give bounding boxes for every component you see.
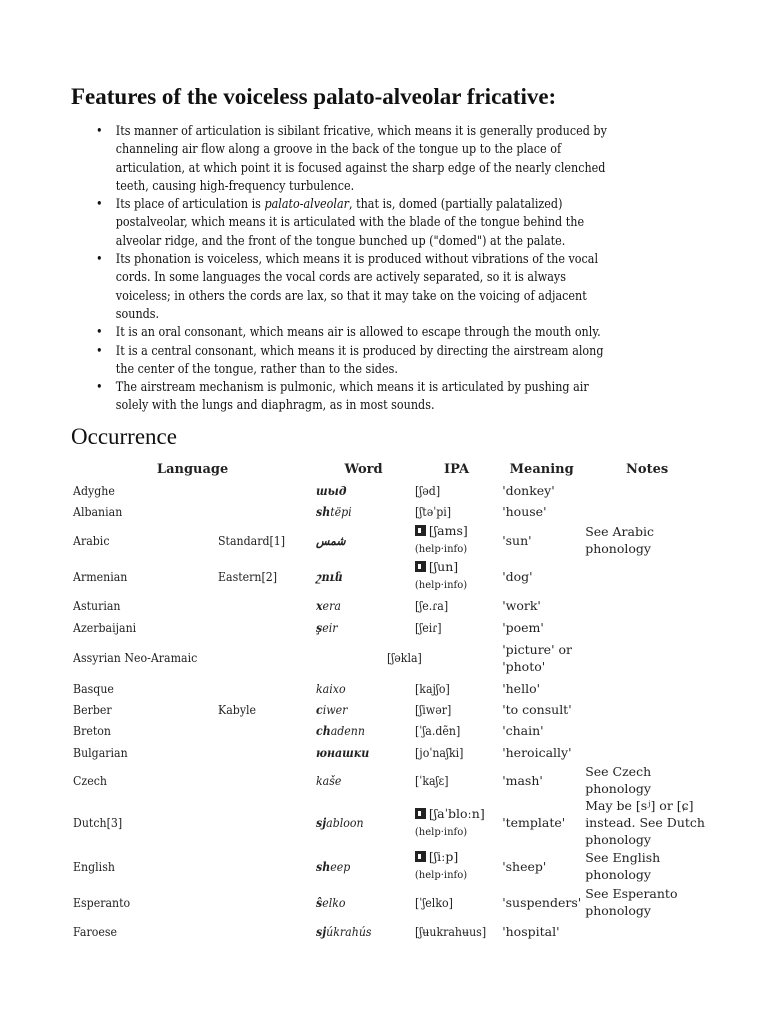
- features-heading: Features of the voiceless palato-alveolar fricative:: [71, 84, 557, 109]
- variety-cell: Eastern[2]: [218, 568, 278, 584]
- table-row: [71, 501, 711, 522]
- word-cell: kaixo: [316, 680, 346, 696]
- ipa-cell: [ʃʉukrahʉus]: [414, 923, 487, 939]
- meaning-cell: 'hospital': [502, 923, 560, 939]
- table-row: [71, 638, 711, 677]
- variety-cell: [216, 480, 314, 501]
- table-row: [71, 920, 711, 942]
- notes-cell: See Arabic phonology: [585, 524, 654, 556]
- list-item: • The airstream mechanism is pulmonic, which means it is articulated by pushing air solely with the lungs and diaphragm, as in most sounds.: [96, 380, 589, 414]
- audio-icon[interactable]: [415, 561, 426, 572]
- meaning-cell: 'chain': [502, 723, 544, 738]
- word-cell: sjabloon: [316, 815, 364, 830]
- table-row: [71, 677, 711, 699]
- audio-icon[interactable]: [415, 525, 426, 536]
- variety-cell: Kabyle: [218, 702, 257, 717]
- table-row: [71, 884, 711, 920]
- table-row: [71, 558, 711, 594]
- audio-icon[interactable]: [415, 808, 426, 819]
- variety-cell: [216, 638, 314, 677]
- table-row: [71, 522, 711, 558]
- notes-cell: [583, 677, 711, 699]
- language-cell: Basque: [73, 680, 114, 696]
- variety-cell: [216, 797, 314, 848]
- meaning-header: Meaning: [509, 461, 574, 477]
- language-cell: Faroese: [73, 923, 117, 939]
- notes-cell: [583, 594, 711, 616]
- language-cell: Dutch[3]: [73, 815, 123, 830]
- ipa-cell: [413, 848, 500, 884]
- notes-cell: [583, 558, 711, 594]
- variety-cell: [216, 763, 314, 797]
- ipa-cell: [ˈkaʃɛ]: [414, 772, 449, 788]
- table-row: [71, 616, 711, 638]
- notes-cell: See Czech phonology: [585, 764, 652, 796]
- variety-cell: [216, 920, 314, 942]
- table-row: [71, 699, 711, 720]
- meaning-cell: 'donkey': [502, 483, 555, 498]
- audio-link[interactable]: [ʃams]: [428, 523, 468, 538]
- table-row: [71, 797, 711, 848]
- table-row: [71, 480, 711, 501]
- meaning-cell: 'template': [502, 815, 566, 830]
- table-row: [71, 848, 711, 884]
- ipa-cell: [ʃiwər]: [414, 702, 452, 717]
- meaning-cell: 'suspenders': [502, 894, 582, 910]
- ipa-header: IPA: [444, 461, 470, 477]
- word-cell: xera: [316, 597, 342, 613]
- notes-header: Notes: [626, 461, 669, 477]
- language-cell: Arabic: [73, 532, 110, 548]
- occurrence-heading: Occurrence: [71, 424, 177, 449]
- language-cell: Adyghe: [73, 483, 115, 498]
- variety-cell: [216, 720, 314, 741]
- help-info-link[interactable]: (help·info): [414, 544, 468, 555]
- language-cell: Czech: [73, 772, 107, 788]
- word-cell: kaše: [316, 772, 342, 788]
- language-cell: Berber: [73, 702, 112, 717]
- word-cell: юнашки: [316, 744, 370, 760]
- notes-cell: [583, 638, 711, 677]
- meaning-cell: 'poem': [502, 619, 544, 635]
- table-row: [71, 594, 711, 616]
- help-info-link[interactable]: (help·info): [414, 826, 468, 838]
- ipa-cell: [413, 797, 500, 848]
- help-info-link[interactable]: (help·info): [414, 580, 468, 591]
- ipa-cell: [ˈʃa.dẽn]: [414, 723, 461, 738]
- language-cell: Assyrian Neo-Aramaic: [73, 650, 198, 665]
- meaning-cell: 'hello': [502, 680, 541, 696]
- variety-cell: [216, 848, 314, 884]
- meaning-cell: 'heroically': [502, 744, 572, 760]
- audio-link[interactable]: [ʃun]: [428, 559, 459, 574]
- language-cell: Asturian: [73, 597, 121, 613]
- language-header: Language: [156, 461, 229, 477]
- notes-cell: May be [sʲ] or [ɕ] instead. See Dutch phonology: [585, 798, 705, 847]
- variety-cell: [216, 616, 314, 638]
- word-cell: shtëpi: [316, 504, 352, 519]
- meaning-cell: 'to consult': [502, 702, 572, 717]
- word-cell: шыд: [316, 483, 347, 498]
- ipa-cell: [413, 558, 500, 594]
- list-item: • It is a central consonant, which means it is produced by directing the airstream along the center of the tongue, rather than to the sides.: [96, 343, 604, 377]
- word-cell: sjúkrahús: [316, 923, 372, 939]
- features-list: [96, 123, 612, 416]
- notes-cell: [583, 501, 711, 522]
- variety-cell: [216, 884, 314, 920]
- variety-cell: [216, 677, 314, 699]
- audio-icon[interactable]: [415, 851, 426, 862]
- meaning-cell: 'sheep': [502, 858, 547, 874]
- notes-cell: [583, 920, 711, 942]
- notes-cell: See Esperanto phonology: [585, 886, 678, 918]
- help-info-link[interactable]: (help·info): [414, 870, 468, 881]
- audio-link[interactable]: [ʃaˈbloːn]: [428, 805, 485, 821]
- list-item: • Its manner of articulation is sibilant fricative, which means it is generally produced by channeling air flow along a groove in the back of the tongue up to the place of articulation, at which point it is focused against the sharp edge of the nearly clenched teeth, causing high-frequency turbulence.: [96, 124, 607, 194]
- word-cell: ŝelko: [316, 894, 346, 910]
- list-item: • It is an oral consonant, which means air is allowed to escape through the mouth only.: [96, 325, 601, 341]
- language-cell: Albanian: [73, 504, 123, 519]
- meaning-cell: 'house': [502, 504, 547, 519]
- notes-cell: [583, 616, 711, 638]
- meaning-cell: 'dog': [502, 568, 533, 584]
- variety-cell: Standard[1]: [218, 532, 286, 548]
- notes-cell: [583, 480, 711, 501]
- variety-cell: [216, 501, 314, 522]
- word-cell: şeir: [316, 619, 338, 635]
- list-item: • Its phonation is voiceless, which means it is produced without vibrations of the vocal cords. In some languages the vocal cords are actively separated, so it is always voiceless; in others the cords are lax, so that it may take on the voicing of adjacent sounds.: [96, 252, 599, 322]
- word-ipa-cell: [ʃəkla]: [387, 650, 423, 665]
- language-cell: Breton: [73, 723, 111, 738]
- word-cell: ciwer: [316, 702, 348, 717]
- table-header-row: [71, 458, 711, 480]
- ipa-cell: [413, 522, 500, 558]
- ipa-cell: [kajʃo]: [414, 680, 450, 696]
- ipa-cell: [ˈʃelko]: [414, 894, 453, 910]
- occurrence-table-body: [71, 480, 711, 942]
- occurrence-table: [71, 458, 711, 942]
- meaning-cell: 'sun': [502, 532, 532, 548]
- meaning-cell: 'mash': [502, 772, 543, 788]
- language-cell: Azerbaijani: [73, 619, 137, 635]
- notes-cell: [583, 741, 711, 763]
- language-cell: Bulgarian: [73, 744, 128, 760]
- ipa-cell: [joˈnaʃki]: [414, 744, 464, 760]
- notes-cell: See English phonology: [585, 850, 661, 882]
- meaning-cell: 'picture' or 'photo': [502, 641, 572, 674]
- word-cell: sheep: [316, 858, 351, 874]
- word-cell: շուն: [316, 568, 344, 584]
- ipa-cell: [ʃəd]: [414, 483, 440, 498]
- meaning-cell: 'work': [502, 597, 541, 613]
- ipa-cell: [ʃtəˈpi]: [414, 504, 451, 519]
- list-item: • Its place of articulation is palato-alveolar, that is, domed (partially palatalized) postalveolar, which means it is articulated with the blade of the tongue behind the alveolar ridge, and the front of the tongue bunched up ("domed") at the palate.: [96, 197, 585, 249]
- ipa-cell: [ʃe.ɾa]: [414, 597, 448, 613]
- table-row: [71, 741, 711, 763]
- notes-cell: [583, 699, 711, 720]
- table-row: [71, 720, 711, 741]
- ipa-cell: [ʃeiɾ]: [414, 619, 442, 635]
- word-header: Word: [344, 461, 383, 477]
- language-cell: Armenian: [73, 568, 128, 584]
- table-row: [71, 763, 711, 797]
- variety-cell: [216, 741, 314, 763]
- language-cell: English: [73, 858, 115, 874]
- word-cell: chadenn: [316, 723, 366, 738]
- word-cell: شمس: [316, 532, 346, 548]
- audio-link[interactable]: [ʃiːp]: [428, 849, 459, 864]
- variety-cell: [216, 594, 314, 616]
- notes-cell: [583, 720, 711, 741]
- language-cell: Esperanto: [73, 894, 131, 910]
